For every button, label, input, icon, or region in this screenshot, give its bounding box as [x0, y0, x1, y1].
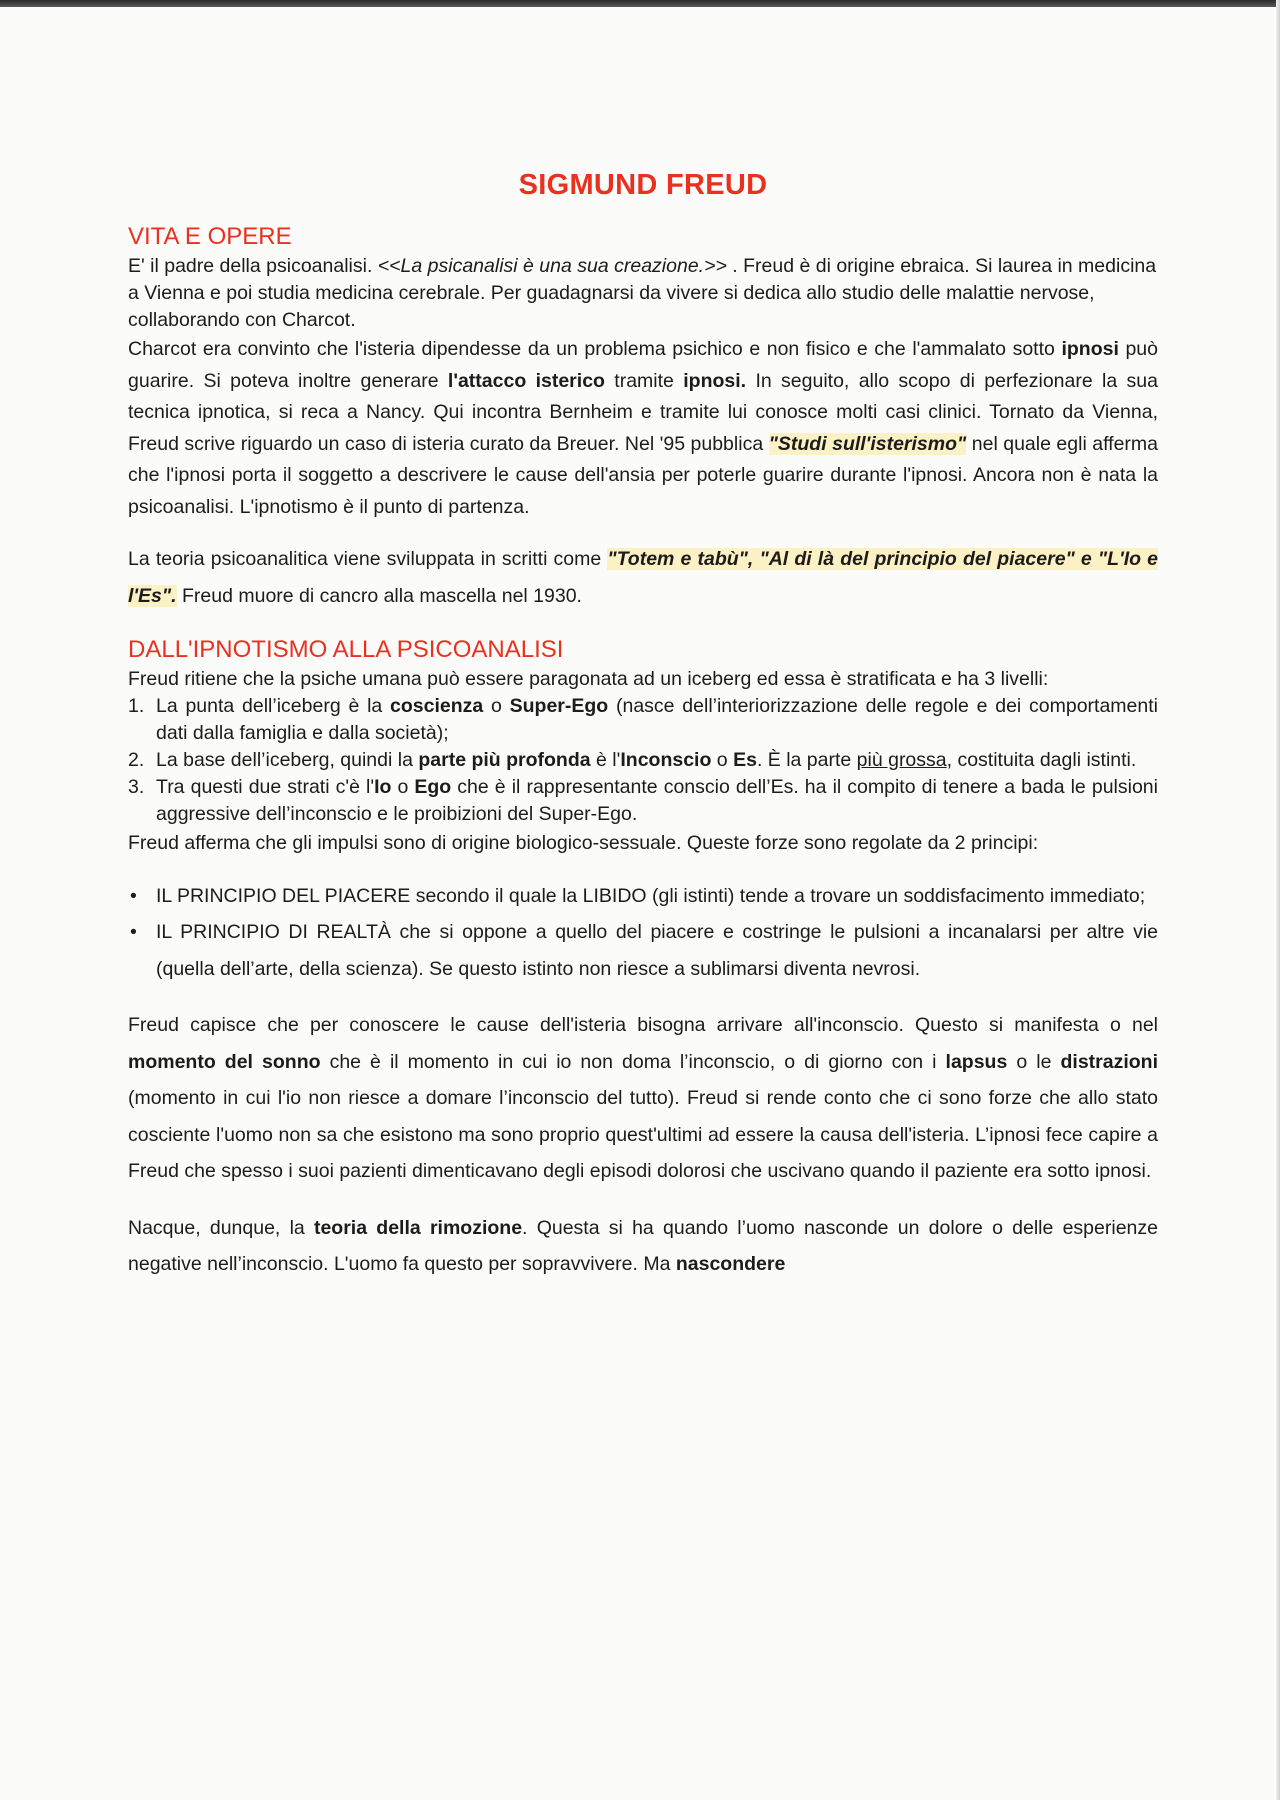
- paragraph-spacer: [128, 523, 1158, 541]
- list-number: 1.: [128, 695, 145, 717]
- text-run: o: [483, 695, 510, 717]
- list-item: [128, 747, 1158, 774]
- bold-term: Super-Ego: [509, 695, 609, 717]
- highlighted-title: "Studi sull'isterismo": [768, 432, 967, 455]
- section-heading-vita-e-opere: VITA E OPERE: [128, 223, 292, 250]
- text-run: è l': [590, 749, 621, 771]
- paragraph-charcot: [128, 334, 1158, 523]
- text-run: . È la parte: [756, 749, 857, 771]
- list-item-text: IL PRINCIPIO DI REALTÀ che si oppone a quello del piacere e costringe le pulsioni a incanalarsi per altre vie (quella dell’arte, della scienza). Se questo istinto non riesce a sublimarsi diventa nevrosi.: [156, 921, 1158, 980]
- bold-term: parte più profonda: [418, 749, 591, 771]
- text-run: (momento in cui l'io non riesce a domare l’inconscio del tutto). Freud si rende conto che ci sono forze che allo stato cosciente l'uomo non sa che esistono ma sono proprio quest'ultimi ad essere la causa dell'isteria. L’ipnosi fece capire a Freud che spesso i suoi pazienti dimenticavano degli episodi dolorosi che uscivano quando il paziente era sotto ipnosi.: [128, 1087, 1158, 1182]
- bold-term: distrazioni: [1060, 1050, 1159, 1073]
- text-run: tramite: [604, 369, 684, 392]
- bold-term: Es: [733, 749, 757, 771]
- text-run: può guarire. Si poteva inoltre generare: [128, 338, 1158, 392]
- quote-italic: <<La psicanalisi è una sua creazione.>>: [377, 255, 727, 277]
- list-item: [128, 914, 1158, 987]
- underlined-term: più grossa: [856, 749, 947, 771]
- section-spacer: [128, 614, 1158, 634]
- bold-term: Inconscio: [620, 749, 712, 771]
- list-item: [128, 774, 1158, 828]
- list-number: 2.: [128, 749, 145, 771]
- text-run: Charcot era convinto che l'isteria dipendesse da un problema psichico e non fisico e che l'ammalato sotto: [128, 338, 1062, 360]
- paragraph-spacer: [128, 860, 1158, 878]
- list-item: [128, 693, 1158, 747]
- paragraph-impulsi: Freud afferma che gli impulsi sono di origine biologico-sessuale. Queste forze sono regolate da 2 principi:: [128, 832, 1039, 854]
- text-run: . Freud è di origine ebraica. Si laurea in medicina a Vienna e poi studia medicina cerebrale. Per guadagnarsi da vivere si dedica allo studio delle malattie nervose, collaborando con Charcot.: [128, 255, 1157, 331]
- text-run: In seguito, allo scopo di perfezionare la sua tecnica ipnotica, si reca a Nancy. Qui incontra Bernheim e tramite lui conosce molti casi clinici. Tornato da Vienna, Freud scrive riguardo un caso di isteria curato da Breuer. Nel '95 pubblica: [128, 369, 1158, 455]
- paragraph-iceberg: Freud ritiene che la psiche umana può essere paragonata ad un iceberg ed essa è stratificata e ha 3 livelli:: [128, 668, 1049, 690]
- text-run: nel quale egli afferma che l'ipnosi porta il soggetto a descrivere le cause dell'ansia per poterle guarire durante l'ipnosi. Ancora non è nata la psicoanalisi. L'ipnotismo è il punto di partenza.: [128, 432, 1158, 518]
- text-run: Freud muore di cancro alla mascella nel 1930.: [176, 584, 582, 607]
- bold-term: nascondere: [675, 1253, 786, 1275]
- bold-term: coscienza: [390, 695, 484, 717]
- text-run: (nasce dell’interiorizzazione delle regole e dei comportamenti dati dalla famiglia e dalla società);: [156, 695, 1158, 744]
- paragraph-inconscio: [128, 1007, 1158, 1190]
- bold-term: momento del sonno: [128, 1050, 321, 1073]
- bold-term: ipnosi: [1061, 338, 1119, 360]
- paragraph-intro: [128, 253, 1158, 334]
- list-item-text: IL PRINCIPIO DEL PIACERE secondo il quale la LIBIDO (gli istinti) tende a trovare un soddisfacimento immediato;: [156, 884, 1146, 907]
- bold-term: Ego: [414, 776, 452, 798]
- page-title: SIGMUND FREUD: [518, 169, 768, 201]
- text-run: che è il momento in cui io non doma l’inconscio, o di giorno con i: [320, 1050, 946, 1073]
- text-run: Tra questi due strati c'è l': [156, 776, 375, 798]
- text-run: , costituita dagli istinti.: [946, 749, 1137, 771]
- scan-right-edge: [1276, 0, 1280, 1800]
- bold-term: lapsus: [945, 1050, 1008, 1073]
- text-run: E' il padre della psicoanalisi.: [128, 255, 378, 277]
- document-content: [128, 165, 1158, 1283]
- highlighted-titles: "Totem e tabù", "Al di là del principio del piacere" e "L'Io e l'Es".: [128, 548, 1159, 607]
- bullet-icon: •: [130, 921, 137, 943]
- text-run: Nacque, dunque, la: [128, 1216, 314, 1239]
- bold-term: Io: [374, 776, 392, 798]
- text-run: . Questa si ha quando l’uomo nasconde un dolore o delle esperienze negative nell’inconscio. L'uomo fa questo per sopravvivere. Ma: [128, 1216, 1158, 1275]
- text-run: La base dell’iceberg, quindi la: [156, 749, 419, 771]
- document-page: [0, 7, 1276, 1800]
- bold-term: ipnosi.: [683, 369, 747, 392]
- paragraph-spacer: [128, 1190, 1158, 1210]
- list-number: 3.: [128, 776, 145, 798]
- text-run: o le: [1007, 1050, 1061, 1073]
- text-run: o: [391, 776, 415, 798]
- text-run: La punta dell’iceberg è la: [156, 695, 391, 717]
- text-run: o: [711, 749, 734, 771]
- bullet-list: [128, 878, 1158, 988]
- bullet-icon: •: [130, 884, 137, 907]
- numbered-list: [128, 693, 1158, 828]
- section-heading-ipnotismo: DALL'IPNOTISMO ALLA PSICOANALISI: [128, 636, 564, 663]
- text-run: che è il rappresentante conscio dell’Es. ha il compito di tenere a bada le pulsioni aggressive dell’inconscio e le proibizioni del Super-Ego.: [156, 776, 1158, 825]
- paragraph-rimozione: [128, 1210, 1158, 1283]
- paragraph-spacer: [128, 987, 1158, 1007]
- text-run: La teoria psicoanalitica viene sviluppata in scritti come: [128, 548, 608, 570]
- list-item: [128, 878, 1158, 915]
- paragraph-teoria: [128, 541, 1158, 614]
- bold-term: teoria della rimozione: [313, 1216, 523, 1239]
- bold-term: l'attacco isterico: [447, 369, 605, 392]
- text-run: Freud capisce che per conoscere le cause dell'isteria bisogna arrivare all'inconscio. Questo si manifesta o nel: [128, 1014, 1158, 1036]
- scan-top-edge: [0, 0, 1280, 7]
